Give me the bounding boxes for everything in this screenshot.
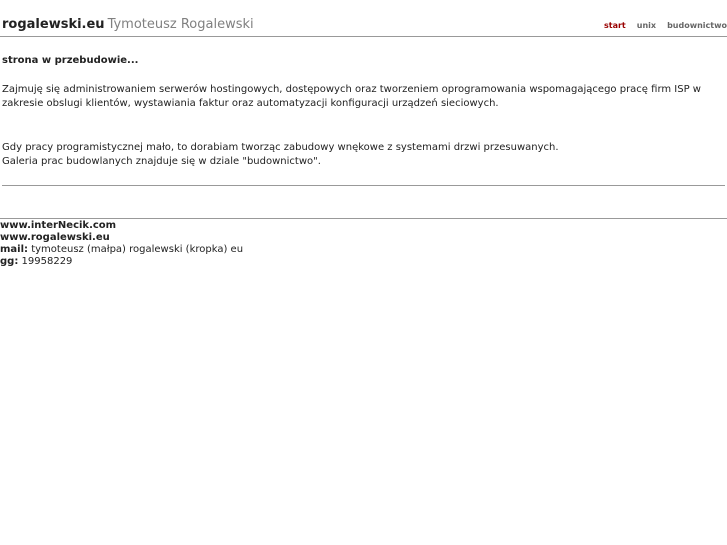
footer-gg xyxy=(0,256,243,268)
gg-label: gg: xyxy=(0,256,19,267)
page-title: strona w przebudowie... xyxy=(2,55,139,66)
nav-unix-link[interactable]: unix xyxy=(636,21,657,30)
main-content xyxy=(2,54,724,167)
mail-value: tymoteusz (małpa) rogalewski (kropka) eu xyxy=(31,244,244,255)
second-paragraph xyxy=(2,141,717,169)
site-logo[interactable] xyxy=(2,16,254,34)
nav-start-link[interactable]: start xyxy=(604,21,626,30)
second-paragraph-line1: Gdy pracy programistycznej mało, to dorabiam tworząc zabudowy wnękowe z systemami drzwi przesuwanych. xyxy=(2,142,559,153)
gg-value: 19958229 xyxy=(21,256,73,267)
footer-divider xyxy=(0,218,727,219)
site-domain[interactable]: rogalewski.eu xyxy=(2,17,105,32)
content-divider xyxy=(2,185,725,186)
footer-mail xyxy=(0,244,243,256)
page-header xyxy=(0,0,727,37)
intro-paragraph: Zajmuję się administrowaniem serwerów hostingowych, dostępowych oraz tworzeniem oprogramowania wspomagającego pracę firm ISP w zakresie obslugi klientów, wystawiania faktur oraz automatyzacji konfiguracji urządzeń sieciowych. xyxy=(2,84,701,109)
mail-label: mail: xyxy=(0,244,29,255)
nav-budownictwo-link[interactable]: budownictwo xyxy=(667,21,727,30)
main-nav xyxy=(604,21,727,31)
footer-site-rogalewski[interactable]: www.rogalewski.eu xyxy=(0,232,110,243)
second-paragraph-line2: Galeria prac budowlanych znajduje się w dziale "budownictwo". xyxy=(2,156,321,167)
site-owner-name: Tymoteusz Rogalewski xyxy=(107,17,254,32)
page-footer xyxy=(0,220,243,268)
footer-site-internecik[interactable]: www.interNecik.com xyxy=(0,220,117,231)
